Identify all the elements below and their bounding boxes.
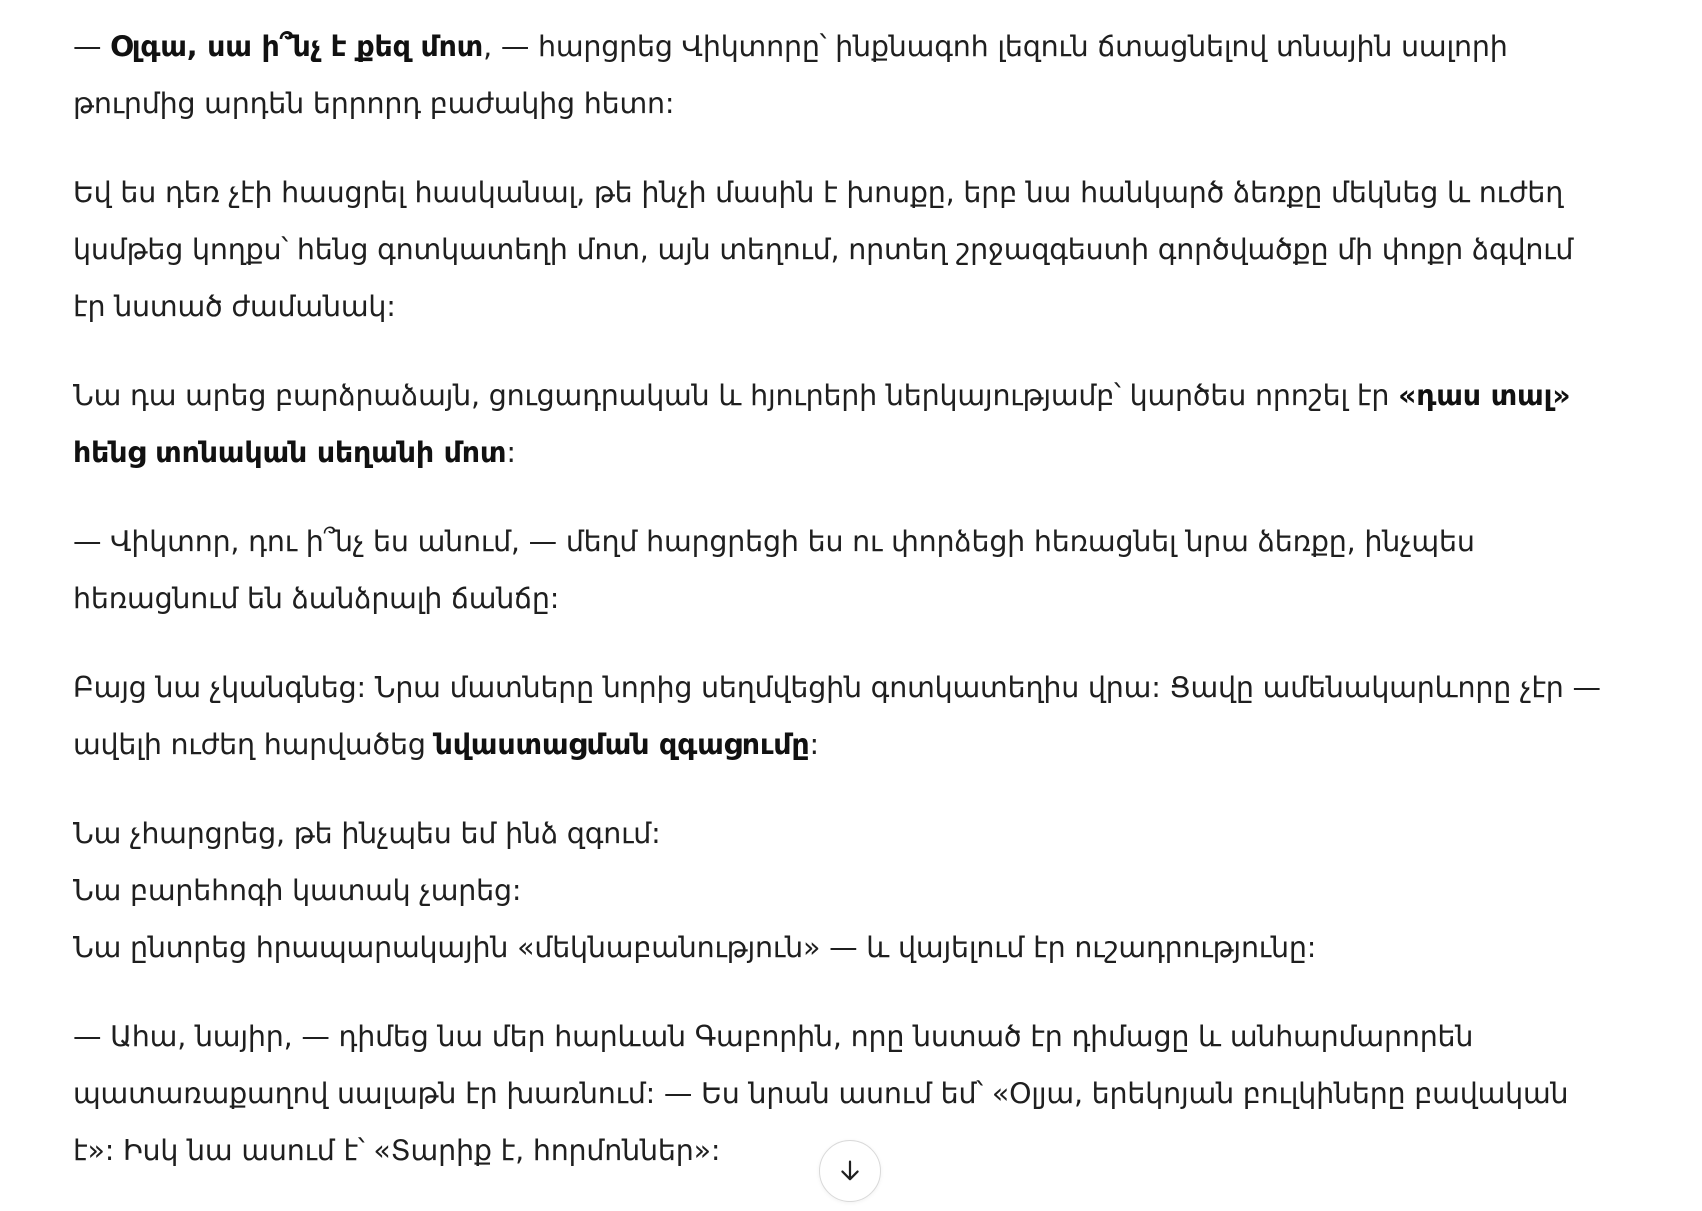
bold-text: «դաս տալ» [1398,379,1571,412]
text-line [73,513,1653,570]
text-segment: էր նստած ժամանակ: [73,290,396,323]
text-line [73,221,1653,278]
bold-text: նվաստացման զգացումը [434,728,810,761]
paragraph [73,513,1653,627]
bold-text: Օլգա, սա ի՞նչ է քեզ մոտ [110,30,484,63]
text-segment: — [73,30,111,63]
text-segment: է»: Իսկ նա ասում է՝ «Տարիք է, հորմոններ»: [73,1134,721,1167]
text-line [73,1065,1653,1122]
text-line [73,919,1653,976]
text-segment: , — հարցրեց Վիկտորը՝ ինքնագոհ լեզուն ճտացնելով տնային սալորի [483,30,1508,63]
text-segment: Նա ընտրեց հրապարակային «մեկնաբանություն» — և վայելում էր ուշադրությունը: [73,931,1317,964]
text-line [73,805,1653,862]
text-segment: : [506,436,516,469]
arrow-down-icon [836,1157,864,1185]
text-segment: Նա դա արեց բարձրաձայն, ցուցադրական և հյուրերի ներկայությամբ՝ կարծես որոշել էր [73,379,1399,412]
bold-text: հենց տոնական սեղանի մոտ [73,436,507,469]
text-line [73,424,1653,481]
paragraph [73,18,1653,132]
text-segment: հեռացնում են ձանձրալի ճանճը: [73,582,560,615]
text-line [73,164,1653,221]
text-line [73,367,1653,424]
text-segment: պատառաքաղով սալաթն էր խառնում: — Ես նրան ասում եմ՝ «Օլյա, երեկոյան բուլկիները բավական [73,1077,1569,1110]
text-line [73,278,1653,335]
scroll-to-bottom-button[interactable] [819,1140,881,1202]
text-segment: Նա չհարցրեց, թե ինչպես եմ ինձ զգում: [73,817,661,850]
text-line [73,75,1653,132]
text-segment: Նա բարեհոգի կատակ չարեց: [73,874,522,907]
paragraph [73,805,1653,976]
text-segment: թուրմից արդեն երրորդ բաժակից հետո: [73,87,675,120]
text-segment: ավելի ուժեղ հարվածեց [73,728,435,761]
paragraph [73,367,1653,481]
text-line [73,18,1653,75]
text-line [73,716,1653,773]
text-line [73,570,1653,627]
text-segment: : [809,728,819,761]
text-segment: կսմթեց կողքս՝ հենց գոտկատեղի մոտ, այն տեղում, որտեղ շրջազգեստի գործվածքը մի փոքր ձգվում [73,233,1574,266]
text-line [73,862,1653,919]
paragraph [73,164,1653,335]
text-segment: — Ահա, նայիր, — դիմեց նա մեր հարևան Գաբորին, որը նստած էր դիմացը և անհարմարորեն [73,1020,1474,1053]
message-content [73,18,1653,1211]
text-segment: Բայց նա չկանգնեց: Նրա մատները նորից սեղմվեցին գոտկատեղիս վրա: Ցավը ամենակարևորը չէր — [73,671,1601,704]
text-segment: — Վիկտոր, դու ի՞նչ ես անում, — մեղմ հարցրեցի ես ու փորձեցի հեռացնել նրա ձեռքը, ինչպես [73,525,1475,558]
paragraph [73,659,1653,773]
text-line [73,659,1653,716]
text-segment: Եվ ես դեռ չէի հասցրել հասկանալ, թե ինչի մասին է խոսքը, երբ նա հանկարծ ձեռքը մեկնեց և ուժեղ [73,176,1564,209]
text-line [73,1008,1653,1065]
